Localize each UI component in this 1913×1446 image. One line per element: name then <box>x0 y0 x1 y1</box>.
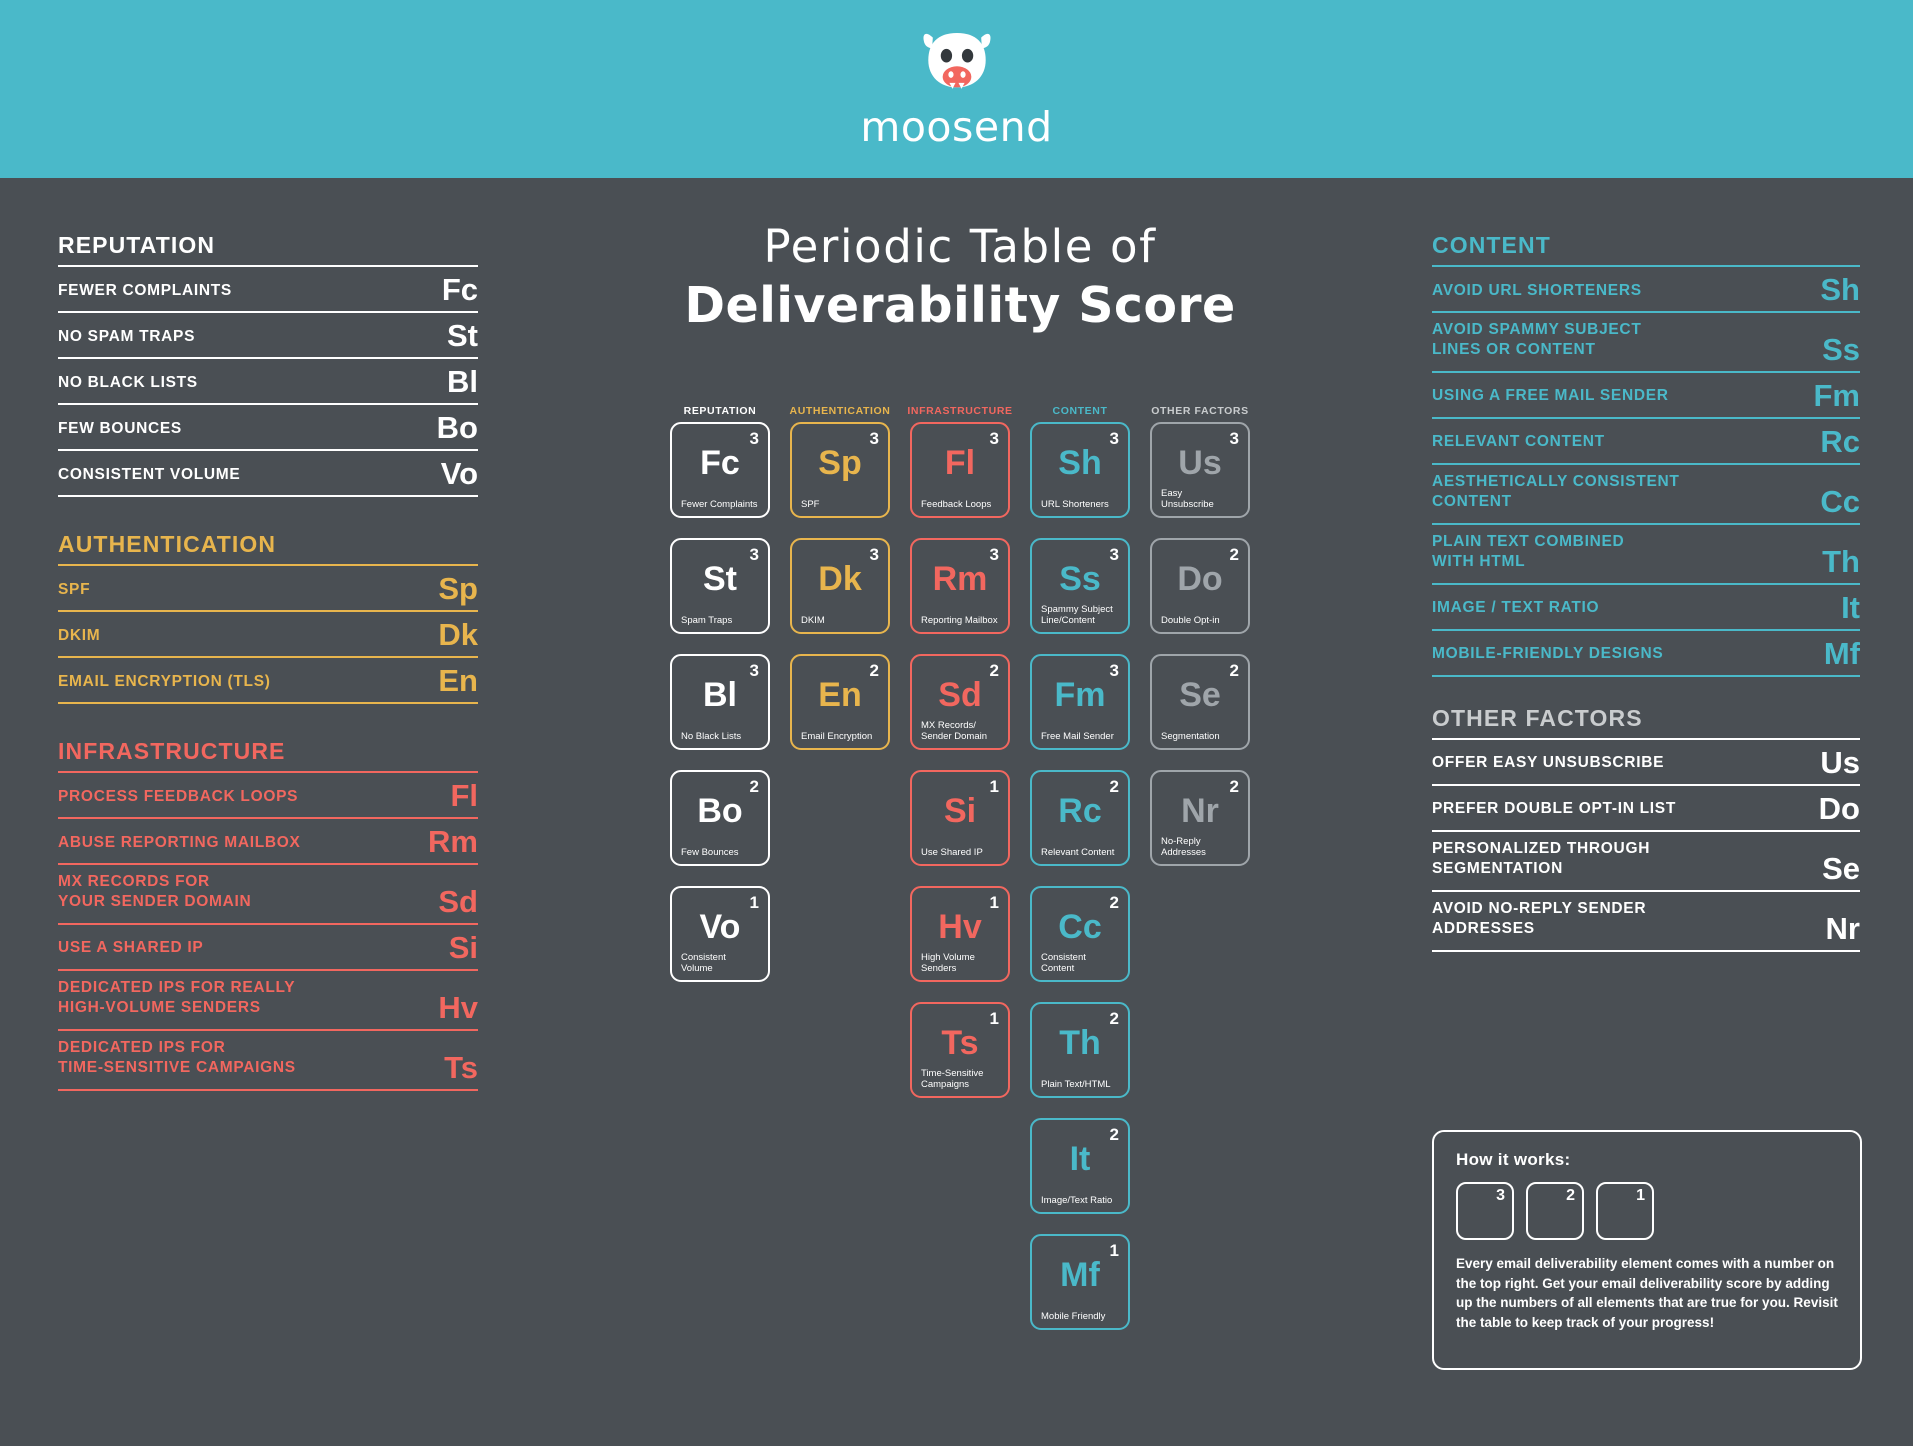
legend-row-symbol: Se <box>1822 850 1860 886</box>
how-it-works-sample-cell <box>1456 1182 1514 1240</box>
element-cell[interactable] <box>670 886 770 982</box>
element-symbol: Rm <box>932 560 988 598</box>
element-name: Spam Traps <box>681 614 733 626</box>
element-symbol: Sh <box>1058 444 1102 482</box>
element-name: URL Shorteners <box>1041 498 1109 510</box>
legend-row-symbol: St <box>447 318 478 353</box>
element-symbol: St <box>703 560 737 598</box>
element-score: 3 <box>1229 429 1239 448</box>
cow-head-icon <box>919 27 995 101</box>
how-it-works-samples <box>1456 1182 1838 1240</box>
element-cell[interactable] <box>1030 886 1130 982</box>
element-score: 2 <box>1229 777 1239 796</box>
element-name: No Black Lists <box>681 730 742 742</box>
legend-row[interactable] <box>1432 523 1860 583</box>
element-symbol: Us <box>1178 444 1222 482</box>
legend-row[interactable] <box>58 564 478 610</box>
element-score: 2 <box>1109 1009 1119 1028</box>
element-name: DKIM <box>801 614 825 626</box>
legend-row-symbol: Ts <box>444 1049 478 1085</box>
legend-row[interactable] <box>1432 784 1860 830</box>
element-score: 2 <box>989 661 999 680</box>
element-cell[interactable] <box>910 538 1010 634</box>
element-score: 3 <box>989 429 999 448</box>
legend-row-symbol: Si <box>448 929 478 965</box>
element-symbol: Sp <box>818 444 862 482</box>
legend-row-label: CONSISTENT VOLUME <box>58 465 241 483</box>
element-symbol: Vo <box>699 908 741 946</box>
legend-row-label: DEDICATED IPS FOR REALLY HIGH-VOLUME SENDERS <box>58 978 296 1017</box>
legend-row[interactable] <box>1432 417 1860 463</box>
legend-row-symbol: Cc <box>1820 483 1860 519</box>
legend-row[interactable] <box>58 771 478 817</box>
element-cell[interactable] <box>670 538 770 634</box>
grid-column-content <box>1020 400 1140 1350</box>
legend-row-symbol: Vo <box>440 456 478 491</box>
element-cell[interactable] <box>670 654 770 750</box>
element-score: 1 <box>1109 1241 1119 1260</box>
legend-row-symbol: Sd <box>438 883 478 919</box>
legend-row[interactable] <box>58 1029 478 1091</box>
brand-name: moosend <box>860 103 1053 151</box>
legend-row[interactable] <box>1432 265 1860 311</box>
element-score: 3 <box>749 429 759 448</box>
brand-header <box>0 0 1913 178</box>
element-name: SPF <box>801 498 820 510</box>
legend-row-label: MX RECORDS FOR YOUR SENDER DOMAIN <box>58 873 252 911</box>
element-name: Double Opt-in <box>1161 614 1220 626</box>
legend-row[interactable] <box>58 656 478 704</box>
element-name: Easy Unsubscribe <box>1161 487 1214 510</box>
legend-row-label: FEW BOUNCES <box>58 419 182 437</box>
title-line-1: Periodic Table of <box>763 220 1157 273</box>
element-symbol: Fm <box>1054 676 1106 714</box>
element-symbol: Cc <box>1058 908 1102 946</box>
legend-row-symbol: Sh <box>1820 272 1860 307</box>
element-name: Reporting Mailbox <box>921 614 998 626</box>
legend-row-symbol: Bl <box>447 364 478 399</box>
element-cell[interactable] <box>670 422 770 518</box>
element-name: No-Reply Addresses <box>1161 835 1206 858</box>
element-name: Few Bounces <box>681 846 739 858</box>
legend-row-label: IMAGE / TEXT RATIO <box>1432 599 1600 617</box>
legend-row[interactable] <box>1432 738 1860 784</box>
legend-section-reputation <box>58 232 478 497</box>
element-name: Mobile Friendly <box>1041 1310 1106 1322</box>
element-score: 3 <box>869 545 879 564</box>
legend-row-label: EMAIL ENCRYPTION (TLS) <box>58 672 271 690</box>
legend-row[interactable] <box>58 449 478 497</box>
legend-section-title: OTHER FACTORS <box>1432 704 1643 731</box>
legend-section-content <box>1432 232 1860 677</box>
element-symbol: Mf <box>1060 1256 1100 1294</box>
legend-row[interactable] <box>58 403 478 449</box>
element-cell[interactable] <box>910 422 1010 518</box>
element-symbol: Hv <box>938 908 982 946</box>
legend-row[interactable] <box>1432 830 1860 890</box>
element-symbol: Do <box>1177 560 1223 598</box>
legend-row[interactable] <box>58 969 478 1029</box>
logo <box>860 27 1052 151</box>
element-name: MX Records/ Sender Domain <box>921 719 988 742</box>
legend-row-symbol: Ss <box>1822 331 1860 367</box>
legend-row-label: DEDICATED IPS FOR TIME-SENSITIVE CAMPAIGNS <box>58 1038 296 1077</box>
element-score: 2 <box>1109 1125 1119 1144</box>
element-symbol: Fl <box>944 444 976 482</box>
element-score: 1 <box>989 777 999 796</box>
legend-row-symbol: Do <box>1818 790 1860 826</box>
legend-section-title: INFRASTRUCTURE <box>58 738 286 764</box>
element-symbol: Th <box>1059 1024 1101 1062</box>
legend-row-symbol: Fc <box>441 272 478 307</box>
element-name: Image/Text Ratio <box>1041 1194 1113 1206</box>
grid-column-header: CONTENT <box>1052 405 1108 417</box>
element-symbol: Bl <box>703 676 737 714</box>
legend-row-symbol: Hv <box>438 989 478 1025</box>
element-cell[interactable] <box>1030 422 1130 518</box>
element-score: 3 <box>1109 429 1119 448</box>
how-it-works-sample-score: 3 <box>1496 1187 1505 1204</box>
element-cell[interactable] <box>1150 422 1250 518</box>
legend-section-other-factors <box>1432 705 1860 952</box>
element-symbol: Rc <box>1058 792 1102 830</box>
element-cell[interactable] <box>790 654 890 750</box>
grid-column-infrastructure <box>900 400 1020 1350</box>
element-cell[interactable] <box>910 886 1010 982</box>
element-symbol: Dk <box>818 560 862 598</box>
element-score: 2 <box>1109 893 1119 912</box>
element-name: Plain Text/HTML <box>1041 1078 1111 1090</box>
grid-column-header: INFRASTRUCTURE <box>907 405 1013 417</box>
legend-row[interactable] <box>1432 890 1860 952</box>
element-cell[interactable] <box>910 1002 1010 1098</box>
element-cell[interactable] <box>670 770 770 866</box>
legend-row-symbol: Mf <box>1823 635 1860 671</box>
legend-row-symbol: Bo <box>436 410 478 445</box>
element-cell[interactable] <box>1030 1234 1130 1330</box>
element-symbol: Ts <box>941 1024 979 1062</box>
element-symbol: Nr <box>1181 792 1219 830</box>
legend-row-symbol: Us <box>1820 744 1860 780</box>
legend-row-symbol: Sp <box>438 571 478 606</box>
element-cell[interactable] <box>1150 654 1250 750</box>
element-score: 3 <box>749 545 759 564</box>
how-it-works-box <box>1432 1130 1862 1370</box>
legend-row-label: ABUSE REPORTING MAILBOX <box>58 833 301 851</box>
element-score: 1 <box>989 893 999 912</box>
element-cell[interactable] <box>790 538 890 634</box>
legend-row-label: NO BLACK LISTS <box>58 373 198 391</box>
element-cell[interactable] <box>1030 654 1130 750</box>
element-score: 2 <box>1109 777 1119 796</box>
element-score: 3 <box>749 661 759 680</box>
element-score: 1 <box>989 1009 999 1028</box>
how-it-works-sample-cell <box>1596 1182 1654 1240</box>
how-it-works-sample-score: 1 <box>1636 1187 1645 1204</box>
element-name: Spammy Subject Line/Content <box>1041 603 1113 626</box>
how-it-works-text: Every email deliverability element comes with a number on the top right. Get your email deliverability score by adding up the numbers of all elements that are true for you. Revisit the table to keep track of your progress! <box>1456 1256 1838 1330</box>
element-score: 2 <box>749 777 759 796</box>
legend-section-authentication <box>58 531 478 704</box>
element-cell[interactable] <box>1030 1118 1130 1214</box>
element-name: Fewer Complaints <box>681 498 758 510</box>
element-name: Email Encryption <box>801 730 873 742</box>
legend-row-label: AVOID URL SHORTENERS <box>1432 281 1642 299</box>
element-cell[interactable] <box>910 654 1010 750</box>
element-cell[interactable] <box>790 422 890 518</box>
element-symbol: Fc <box>700 444 740 482</box>
periodic-grid <box>660 400 1280 1350</box>
element-score: 3 <box>869 429 879 448</box>
legend-row-symbol: Fl <box>450 778 478 813</box>
legend-row-label: OFFER EASY UNSUBSCRIBE <box>1432 754 1665 772</box>
element-cell[interactable] <box>1030 770 1130 866</box>
grid-column-header: REPUTATION <box>683 405 757 417</box>
grid-column-authentication <box>780 400 900 1350</box>
element-score: 3 <box>1109 545 1119 564</box>
legend-row-label: AVOID SPAMMY SUBJECT LINES OR CONTENT <box>1432 321 1642 359</box>
element-cell[interactable] <box>1030 1002 1130 1098</box>
element-symbol: En <box>818 676 862 714</box>
legend-row-label: NO SPAM TRAPS <box>58 327 196 345</box>
element-symbol: Sd <box>938 676 982 714</box>
legend-row[interactable] <box>1432 583 1860 629</box>
element-score: 2 <box>869 661 879 680</box>
element-score: 2 <box>1229 545 1239 564</box>
legend-row[interactable] <box>58 265 478 311</box>
legend-row-symbol: It <box>1841 589 1860 625</box>
element-score: 1 <box>749 893 759 912</box>
element-score: 2 <box>1229 661 1239 680</box>
legend-row[interactable] <box>1432 371 1860 417</box>
grid-column-other-factors <box>1140 400 1260 1350</box>
legend-row-symbol: Rm <box>428 824 478 859</box>
legend-row[interactable] <box>1432 629 1860 677</box>
element-score: 3 <box>1109 661 1119 680</box>
legend-row-label: FEWER COMPLAINTS <box>58 281 232 299</box>
title-line-2: Deliverability Score <box>684 277 1236 334</box>
grid-column-header: OTHER FACTORS <box>1151 405 1249 417</box>
legend-row-label: AVOID NO-REPLY SENDER ADDRESSES <box>1432 899 1647 938</box>
element-cell[interactable] <box>1030 538 1130 634</box>
legend-section-title: REPUTATION <box>58 232 216 258</box>
legend-row-label: PROCESS FEEDBACK LOOPS <box>58 787 299 805</box>
element-cell[interactable] <box>1150 770 1250 866</box>
legend-row-symbol: Dk <box>438 617 478 652</box>
element-name: Use Shared IP <box>921 846 983 858</box>
how-it-works-title: How it works: <box>1456 1150 1571 1169</box>
legend-section-title: CONTENT <box>1432 232 1551 258</box>
element-name: High Volume Senders <box>921 951 975 974</box>
legend-row-symbol: Fm <box>1813 377 1860 413</box>
legend-row[interactable] <box>58 863 478 923</box>
legend-row[interactable] <box>58 357 478 403</box>
legend-row-label: PERSONALIZED THROUGH SEGMENTATION <box>1432 839 1651 878</box>
element-symbol: Se <box>1179 676 1221 714</box>
element-name: Consistent Volume <box>681 951 726 974</box>
legend-row-label: SPF <box>58 580 91 598</box>
legend-section-title: AUTHENTICATION <box>58 531 277 557</box>
legend-row[interactable] <box>58 311 478 357</box>
legend-row-label: USING A FREE MAIL SENDER <box>1432 387 1669 405</box>
legend-row-label: USE A SHARED IP <box>58 939 204 957</box>
element-name: Relevant Content <box>1041 846 1115 858</box>
element-name: Consistent Content <box>1041 951 1086 974</box>
element-cell[interactable] <box>910 770 1010 866</box>
legend-row-label: AESTHETICALLY CONSISTENT CONTENT <box>1432 472 1680 511</box>
legend-row-label: RELEVANT CONTENT <box>1432 433 1605 451</box>
center-title-area <box>640 220 1280 334</box>
left-legend-column <box>58 232 478 1125</box>
element-symbol: It <box>1069 1140 1091 1178</box>
legend-row[interactable] <box>58 817 478 863</box>
legend-section-infrastructure <box>58 738 478 1091</box>
how-it-works-sample-score: 2 <box>1566 1187 1575 1204</box>
legend-row-label: PREFER DOUBLE OPT-IN LIST <box>1432 800 1676 818</box>
legend-row[interactable] <box>58 610 478 656</box>
legend-row-label: DKIM <box>58 626 101 644</box>
legend-row-symbol: Nr <box>1825 910 1860 946</box>
legend-row-label: PLAIN TEXT COMBINED WITH HTML <box>1432 532 1625 571</box>
grid-column-header: AUTHENTICATION <box>789 405 891 417</box>
legend-row[interactable] <box>1432 463 1860 523</box>
legend-row-symbol: En <box>438 663 478 698</box>
legend-row-label: MOBILE-FRIENDLY DESIGNS <box>1432 645 1664 663</box>
legend-row[interactable] <box>58 923 478 969</box>
element-name: Free Mail Sender <box>1041 730 1114 742</box>
element-name: Time-Sensitive Campaigns <box>921 1067 984 1090</box>
legend-row-symbol: Th <box>1822 543 1860 579</box>
element-cell[interactable] <box>1150 538 1250 634</box>
element-symbol: Bo <box>697 792 743 830</box>
grid-column-reputation <box>660 400 780 1350</box>
element-score: 3 <box>989 545 999 564</box>
element-name: Segmentation <box>1161 730 1220 742</box>
element-symbol: Ss <box>1059 560 1101 598</box>
right-legend-column <box>1432 232 1860 980</box>
element-symbol: Si <box>943 792 977 830</box>
legend-row[interactable] <box>1432 311 1860 371</box>
legend-row-symbol: Rc <box>1820 423 1860 459</box>
element-name: Feedback Loops <box>921 498 992 510</box>
how-it-works-sample-cell <box>1526 1182 1584 1240</box>
